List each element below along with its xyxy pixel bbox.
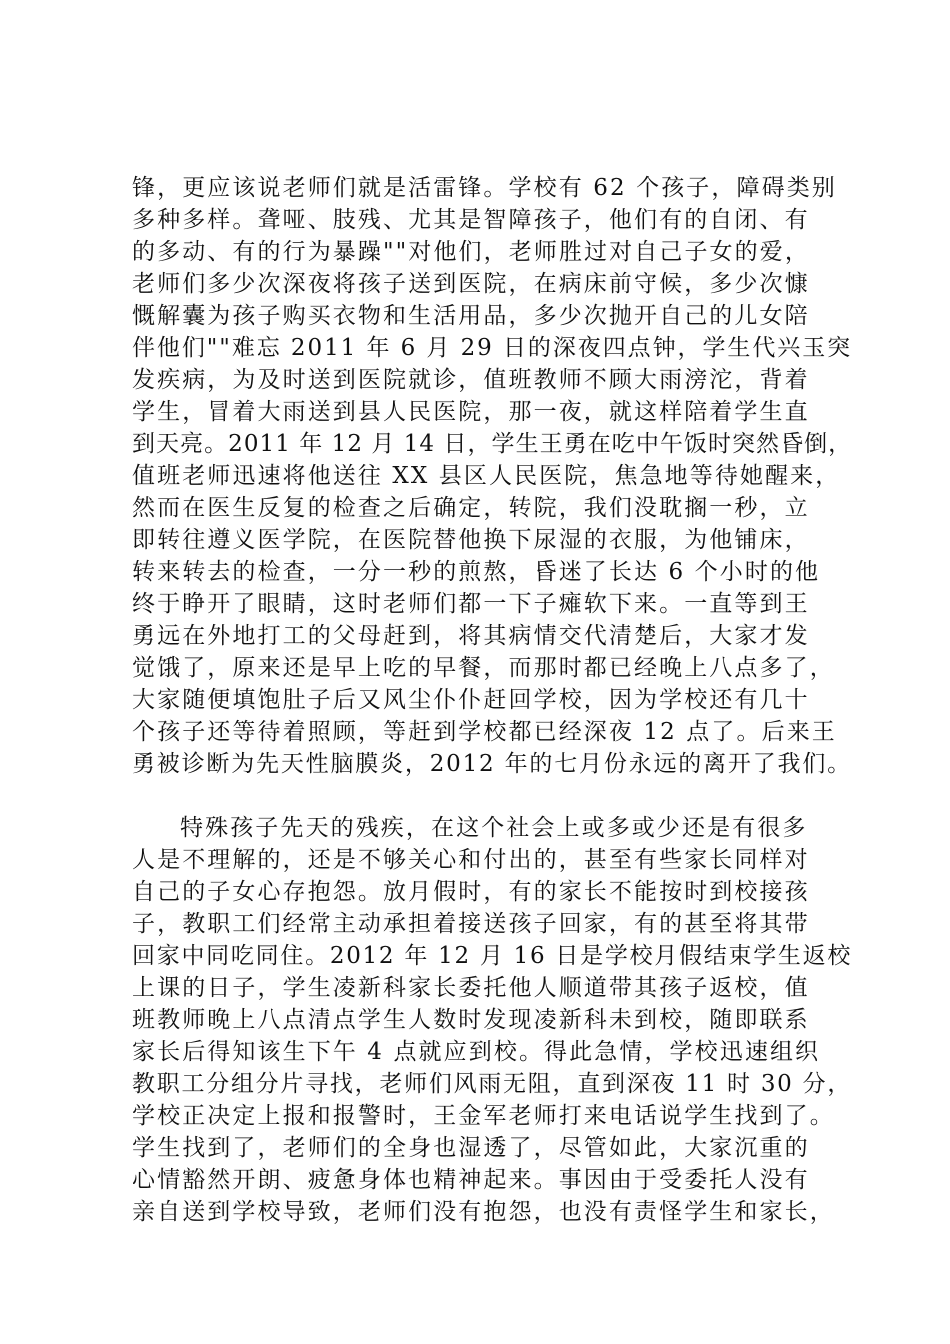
text-line: 然而在医生反复的检查之后确定，转院，我们没耽搁一秒，立 — [132, 495, 810, 521]
text-line: 子，教职工们经常主动承担着接送孩子回家，有的甚至将其带 — [132, 911, 810, 937]
text-line: 多种多样。聋哑、肢残、尤其是智障孩子，他们有的自闭、有 — [132, 207, 810, 233]
text-line: 学生，冒着大雨送到县人民医院，那一夜，就这样陪着学生直 — [132, 399, 810, 425]
text-line: 勇远在外地打工的父母赶到，将其病情交代清楚后，大家才发 — [132, 623, 810, 649]
text-line: 到天亮。2011 年 12 月 14 日，学生王勇在吃中午饭时突然昏倒， — [132, 431, 853, 457]
text-line: 转来转去的检查，一分一秒的煎熬，昏迷了长达 6 个小时的他 — [132, 559, 821, 585]
text-line: 亲自送到学校导致，老师们没有抱怨，也没有责怪学生和家长， — [132, 1199, 835, 1225]
text-line: 班教师晚上八点清点学生人数时发现凌新科未到校，随即联系 — [132, 1007, 810, 1033]
text-line: 家长后得知该生下午 4 点就应到校。得此急情，学校迅速组织 — [132, 1039, 821, 1065]
text-line: 发疾病，为及时送到医院就诊，值班教师不顾大雨滂沱，背着 — [132, 367, 810, 393]
text-line: 觉饿了，原来还是早上吃的早餐，而那时都已经晚上八点多了， — [132, 655, 835, 681]
text-line: 伴他们""难忘 2011 年 6 月 29 日的深夜四点钟，学生代兴玉突 — [132, 335, 853, 361]
text-line: 大家随便填饱肚子后又风尘仆仆赶回学校，因为学校还有几十 — [132, 687, 810, 713]
text-line: 老师们多少次深夜将孩子送到医院，在病床前守候，多少次慷 — [132, 271, 810, 297]
text-line: 回家中同吃同住。2012 年 12 月 16 日是学校月假结束学生返校 — [132, 943, 853, 969]
text-line: 学生找到了，老师们的全身也湿透了，尽管如此，大家沉重的 — [132, 1135, 810, 1161]
text-line: 自己的子女心存抱怨。放月假时，有的家长不能按时到校接孩 — [132, 879, 810, 905]
text-line: 的多动、有的行为暴躁""对他们，老师胜过对自己子女的爱， — [132, 239, 810, 265]
text-line: 值班老师迅速将他送往 XX 县区人民医院，焦急地等待她醒来， — [132, 463, 841, 489]
text-line: 学校正决定上报和报警时，王金军老师打来电话说学生找到了。 — [132, 1103, 835, 1129]
text-line: 上课的日子，学生凌新科家长委托他人顺道带其孩子返校，值 — [132, 975, 810, 1001]
text-line: 慨解囊为孩子购买衣物和生活用品，多少次抛开自己的儿女陪 — [132, 303, 810, 329]
text-line: 心情豁然开朗、疲惫身体也精神起来。事因由于受委托人没有 — [132, 1167, 810, 1193]
text-line: 终于睁开了眼睛，这时老师们都一下子瘫软下来。一直等到王 — [132, 591, 810, 617]
text-line: 教职工分组分片寻找，老师们风雨无阻，直到深夜 11 时 30 分， — [132, 1071, 853, 1097]
text-line: 个孩子还等待着照顾，等赶到学校都已经深夜 12 点了。后来王 — [132, 719, 837, 745]
text-line: 锋，更应该说老师们就是活雷锋。学校有 62 个孩子，障碍类别 — [132, 175, 837, 201]
text-line: 人是不理解的，还是不够关心和付出的，甚至有些家长同样对 — [132, 847, 810, 873]
text-line: 特殊孩子先天的残疾，在这个社会上或多或少还是有很多 — [180, 815, 808, 841]
text-line: 勇被诊断为先天性脑膜炎，2012 年的七月份永远的离开了我们。 — [132, 751, 852, 777]
text-line: 即转往遵义医学院，在医院替他换下尿湿的衣服，为他铺床， — [132, 527, 810, 553]
